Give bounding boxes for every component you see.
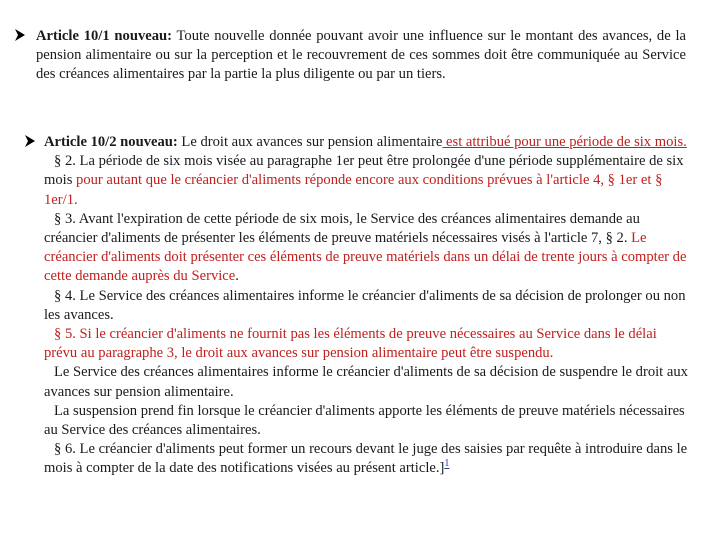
arrowhead-bullet-icon (24, 134, 36, 148)
paragraph-2-highlight: pour autant que le créancier d'aliments réponde encore aux conditions prévues à l'article 4, § 1er et § 1er/1. (44, 172, 663, 208)
paragraph-3 (44, 210, 688, 287)
arrowhead-bullet-icon (14, 28, 26, 42)
article-10-1-heading: Article 10/1 nouveau: (36, 28, 172, 44)
paragraph-4-text: § 4. Le Service des créances alimentaires informe le créancier d'aliments de sa décision de prolonger ou non les avances. (44, 287, 686, 323)
paragraph-1-text: Le droit aux avances sur pension alimentaire (177, 134, 443, 150)
paragraph-2 (44, 152, 688, 210)
paragraph-8 (44, 440, 688, 478)
paragraph-4 (44, 287, 688, 325)
paragraph-7 (44, 402, 688, 440)
article-10-2-heading: Article 10/2 nouveau: (44, 134, 178, 150)
paragraph-3-highlight: Le créancier d'aliments doit présenter ces éléments de preuve matériels dans un délai de trente jours à compter de cette demande auprès du Service (44, 230, 687, 285)
paragraph-3-end: . (235, 268, 239, 285)
article-10-1-body: Toute nouvelle donnée pouvant avoir une influence sur le montant des avances, de la pension alimentaire ou sur la perception et le recouvrement de ces sommes doit être communiquée au Service des créances alimentaires par la partie la plus diligente ou par un tiers. (36, 28, 686, 83)
article-10-2-block (24, 133, 688, 479)
paragraph-7-text: La suspension prend fin lorsque le créancier d'aliments apporte les éléments de preuve matériels nécessaires au Service des créances alimentaires. (44, 402, 685, 439)
paragraph-3-text: § 3. Avant l'expiration de cette période de six mois, le Service des créances alimentaires demande au créancier d'aliments de présenter les éléments de preuve matériels nécessaires visés à l'article 7, § 2. (44, 210, 640, 247)
paragraph-6 (44, 363, 688, 401)
footnote-link[interactable]: 1 (444, 458, 450, 470)
paragraph-5-text: § 5. Si le créancier d'aliments ne fournit pas les éléments de preuve nécessaires au Service dans le délai prévu au paragraphe 3, le droit aux avances sur pension alimentaire peut être suspendu. (44, 326, 657, 362)
paragraph-1 (44, 133, 688, 152)
article-10-2-text (44, 133, 688, 479)
paragraph-8-text: § 6. Le créancier d'aliments peut former un recours devant le juge des saisies par requête à introduire dans le mois à compter de la date des notifications visées au présent article.] (44, 441, 688, 477)
paragraph-2-text: § 2. La période de six mois visée au paragraphe 1er peut être prolongée d'une période supplémentaire de six mois (44, 153, 684, 189)
paragraph-5 (44, 325, 688, 363)
paragraph-6-text: Le Service des créances alimentaires informe le créancier d'aliments de sa décision de suspendre le droit aux avances sur pension alimentaire. (44, 364, 688, 400)
article-10-1-text (36, 27, 686, 85)
paragraph-1-highlight: est attribué pour une période de six mois. (442, 134, 687, 150)
article-10-1-block (14, 27, 686, 85)
